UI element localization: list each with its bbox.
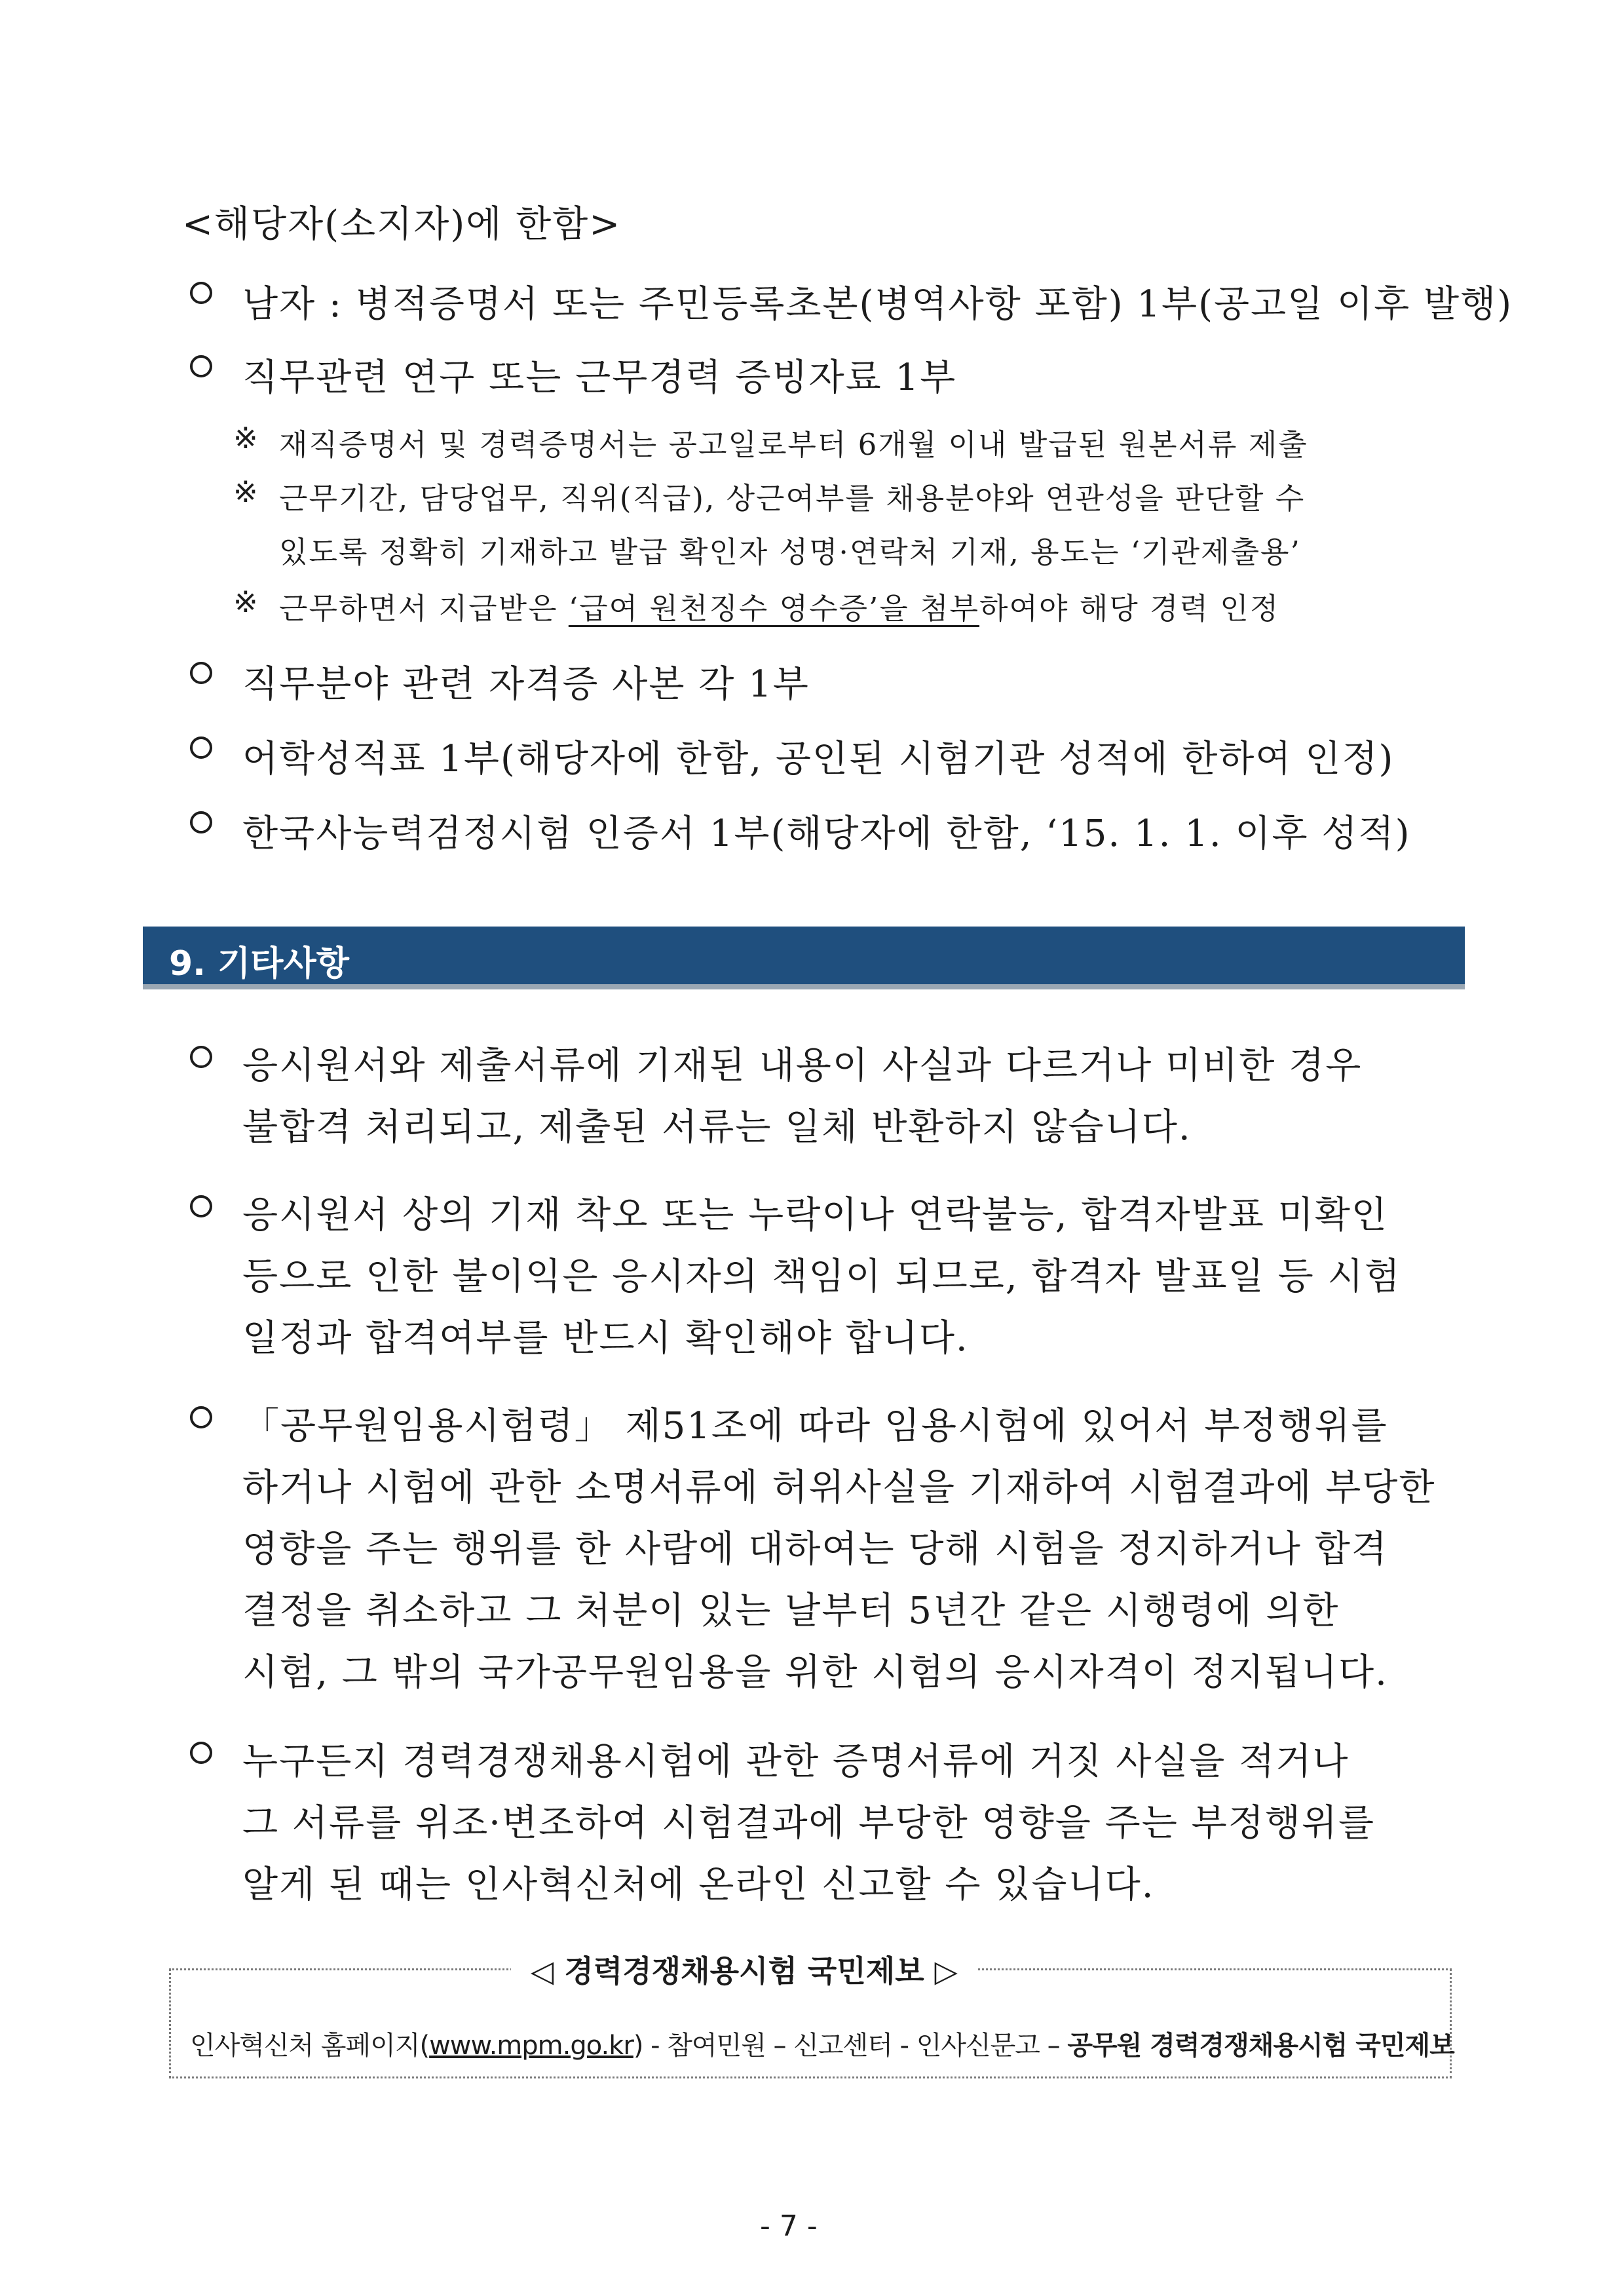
circle-bullet-icon xyxy=(190,1046,212,1068)
paragraph-line: 응시원서 상의 기재 착오 또는 누락이나 연락불능, 합격자발표 미확인 xyxy=(242,1194,1388,1236)
paragraph-line: 영향을 주는 행위를 한 사람에 대하여는 당해 시험을 정지하거나 합격 xyxy=(242,1528,1388,1571)
circle-bullet-icon xyxy=(190,1195,212,1217)
eligibility-heading: <해당자(소지자)에 한함> xyxy=(182,203,622,246)
paragraph-line: 알게 된 때는 인사혁신처에 온라인 신고할 수 있습니다. xyxy=(242,1864,1155,1906)
paragraph-line: 누구든지 경력경쟁채용시험에 관한 증명서류에 거짓 사실을 적거나 xyxy=(242,1740,1350,1783)
item-text: 한국사능력검정시험 인증서 1부(해당자에 한함, ‘15. 1. 1. 이후 성적) xyxy=(242,813,1411,855)
circle-bullet-icon xyxy=(190,662,212,684)
reference-mark-icon: ※ xyxy=(233,421,259,455)
paragraph-line: 일정과 합격여부를 반드시 확인해야 합니다. xyxy=(242,1317,969,1360)
paragraph-line: 시험, 그 밖의 국가공무원임용을 위한 시험의 응시자격이 정지됩니다. xyxy=(242,1651,1388,1694)
paragraph-line: 불합격 처리되고, 제출된 서류는 일체 반환하지 않습니다. xyxy=(242,1106,1192,1149)
paragraph-line: 하거나 시험에 관한 소명서류에 허위사실을 기재하여 시험결과에 부당한 xyxy=(242,1466,1436,1509)
report-path-prefix: 인사혁신처 홈페이지( xyxy=(190,2031,430,2061)
report-path-middle: ) - 참여민원 – 신고센터 - 인사신문고 – xyxy=(633,2031,1068,2061)
circle-bullet-icon xyxy=(190,282,212,304)
note-text: 재직증명서 및 경력증명서는 공고일로부터 6개월 이내 발급된 원본서류 제출 xyxy=(279,427,1308,462)
note-text-pre: 근무하면서 지급받은 xyxy=(279,591,569,626)
note-text-underlined: ‘급여 원천징수 영수증’을 첨부 xyxy=(568,591,980,626)
circle-bullet-icon xyxy=(190,355,212,377)
note-text-post: 하여야 해당 경력 인정 xyxy=(979,591,1280,626)
paragraph-line: 응시원서와 제출서류에 기재된 내용이 사실과 다르거나 미비한 경우 xyxy=(242,1044,1363,1087)
report-path-final: 공무원 경력경쟁채용시험 국민제보 xyxy=(1067,2031,1454,2061)
circle-bullet-icon xyxy=(190,1742,212,1764)
note-text: 근무기간, 담당업무, 직위(직급), 상근여부를 채용분야와 연관성을 판단할 수 xyxy=(279,481,1306,516)
circle-bullet-icon xyxy=(190,811,212,833)
item-text: 직무관련 연구 또는 근무경력 증빙자료 1부 xyxy=(242,356,957,399)
paragraph-line: 그 서류를 위조·변조하여 시험결과에 부당한 영향을 주는 부정행위를 xyxy=(242,1802,1376,1845)
circle-bullet-icon xyxy=(190,737,212,759)
reference-mark-icon: ※ xyxy=(233,474,259,509)
note-text: 있도록 정확히 기재하고 발급 확인자 성명·연락처 기재, 용도는 ‘기관제출용’ xyxy=(279,535,1301,569)
paragraph-line: 「공무원임용시험령」 제51조에 따라 임용시험에 있어서 부정행위를 xyxy=(242,1405,1388,1447)
item-text: 직무분야 관련 자격증 사본 각 1부 xyxy=(242,663,810,706)
item-text: 어학성적표 1부(해당자에 한함, 공인된 시험기관 성적에 한하여 인정) xyxy=(242,738,1395,780)
circle-bullet-icon xyxy=(190,1406,212,1428)
note-text xyxy=(279,584,1279,627)
paragraph-line: 등으로 인한 불이익은 응시자의 책임이 되므로, 합격자 발표일 등 시험 xyxy=(242,1255,1401,1298)
paragraph-line: 결정을 취소하고 그 처분이 있는 날부터 5년간 같은 시행령에 의한 xyxy=(242,1590,1340,1632)
report-path xyxy=(190,2025,1454,2062)
page-number: - 7 - xyxy=(760,2210,818,2243)
section-header xyxy=(143,927,1465,989)
section-title: 9. 기타사항 xyxy=(169,944,349,984)
homepage-link[interactable]: www.mpm.go.kr xyxy=(429,2031,633,2061)
reference-mark-icon: ※ xyxy=(233,584,259,619)
report-box-title: ◁ 경력경쟁채용시험 국민제보 ▷ xyxy=(511,1947,977,1991)
item-text: 남자 : 병적증명서 또는 주민등록초본(병역사항 포함) 1부(공고일 이후 발행) xyxy=(242,283,1513,326)
